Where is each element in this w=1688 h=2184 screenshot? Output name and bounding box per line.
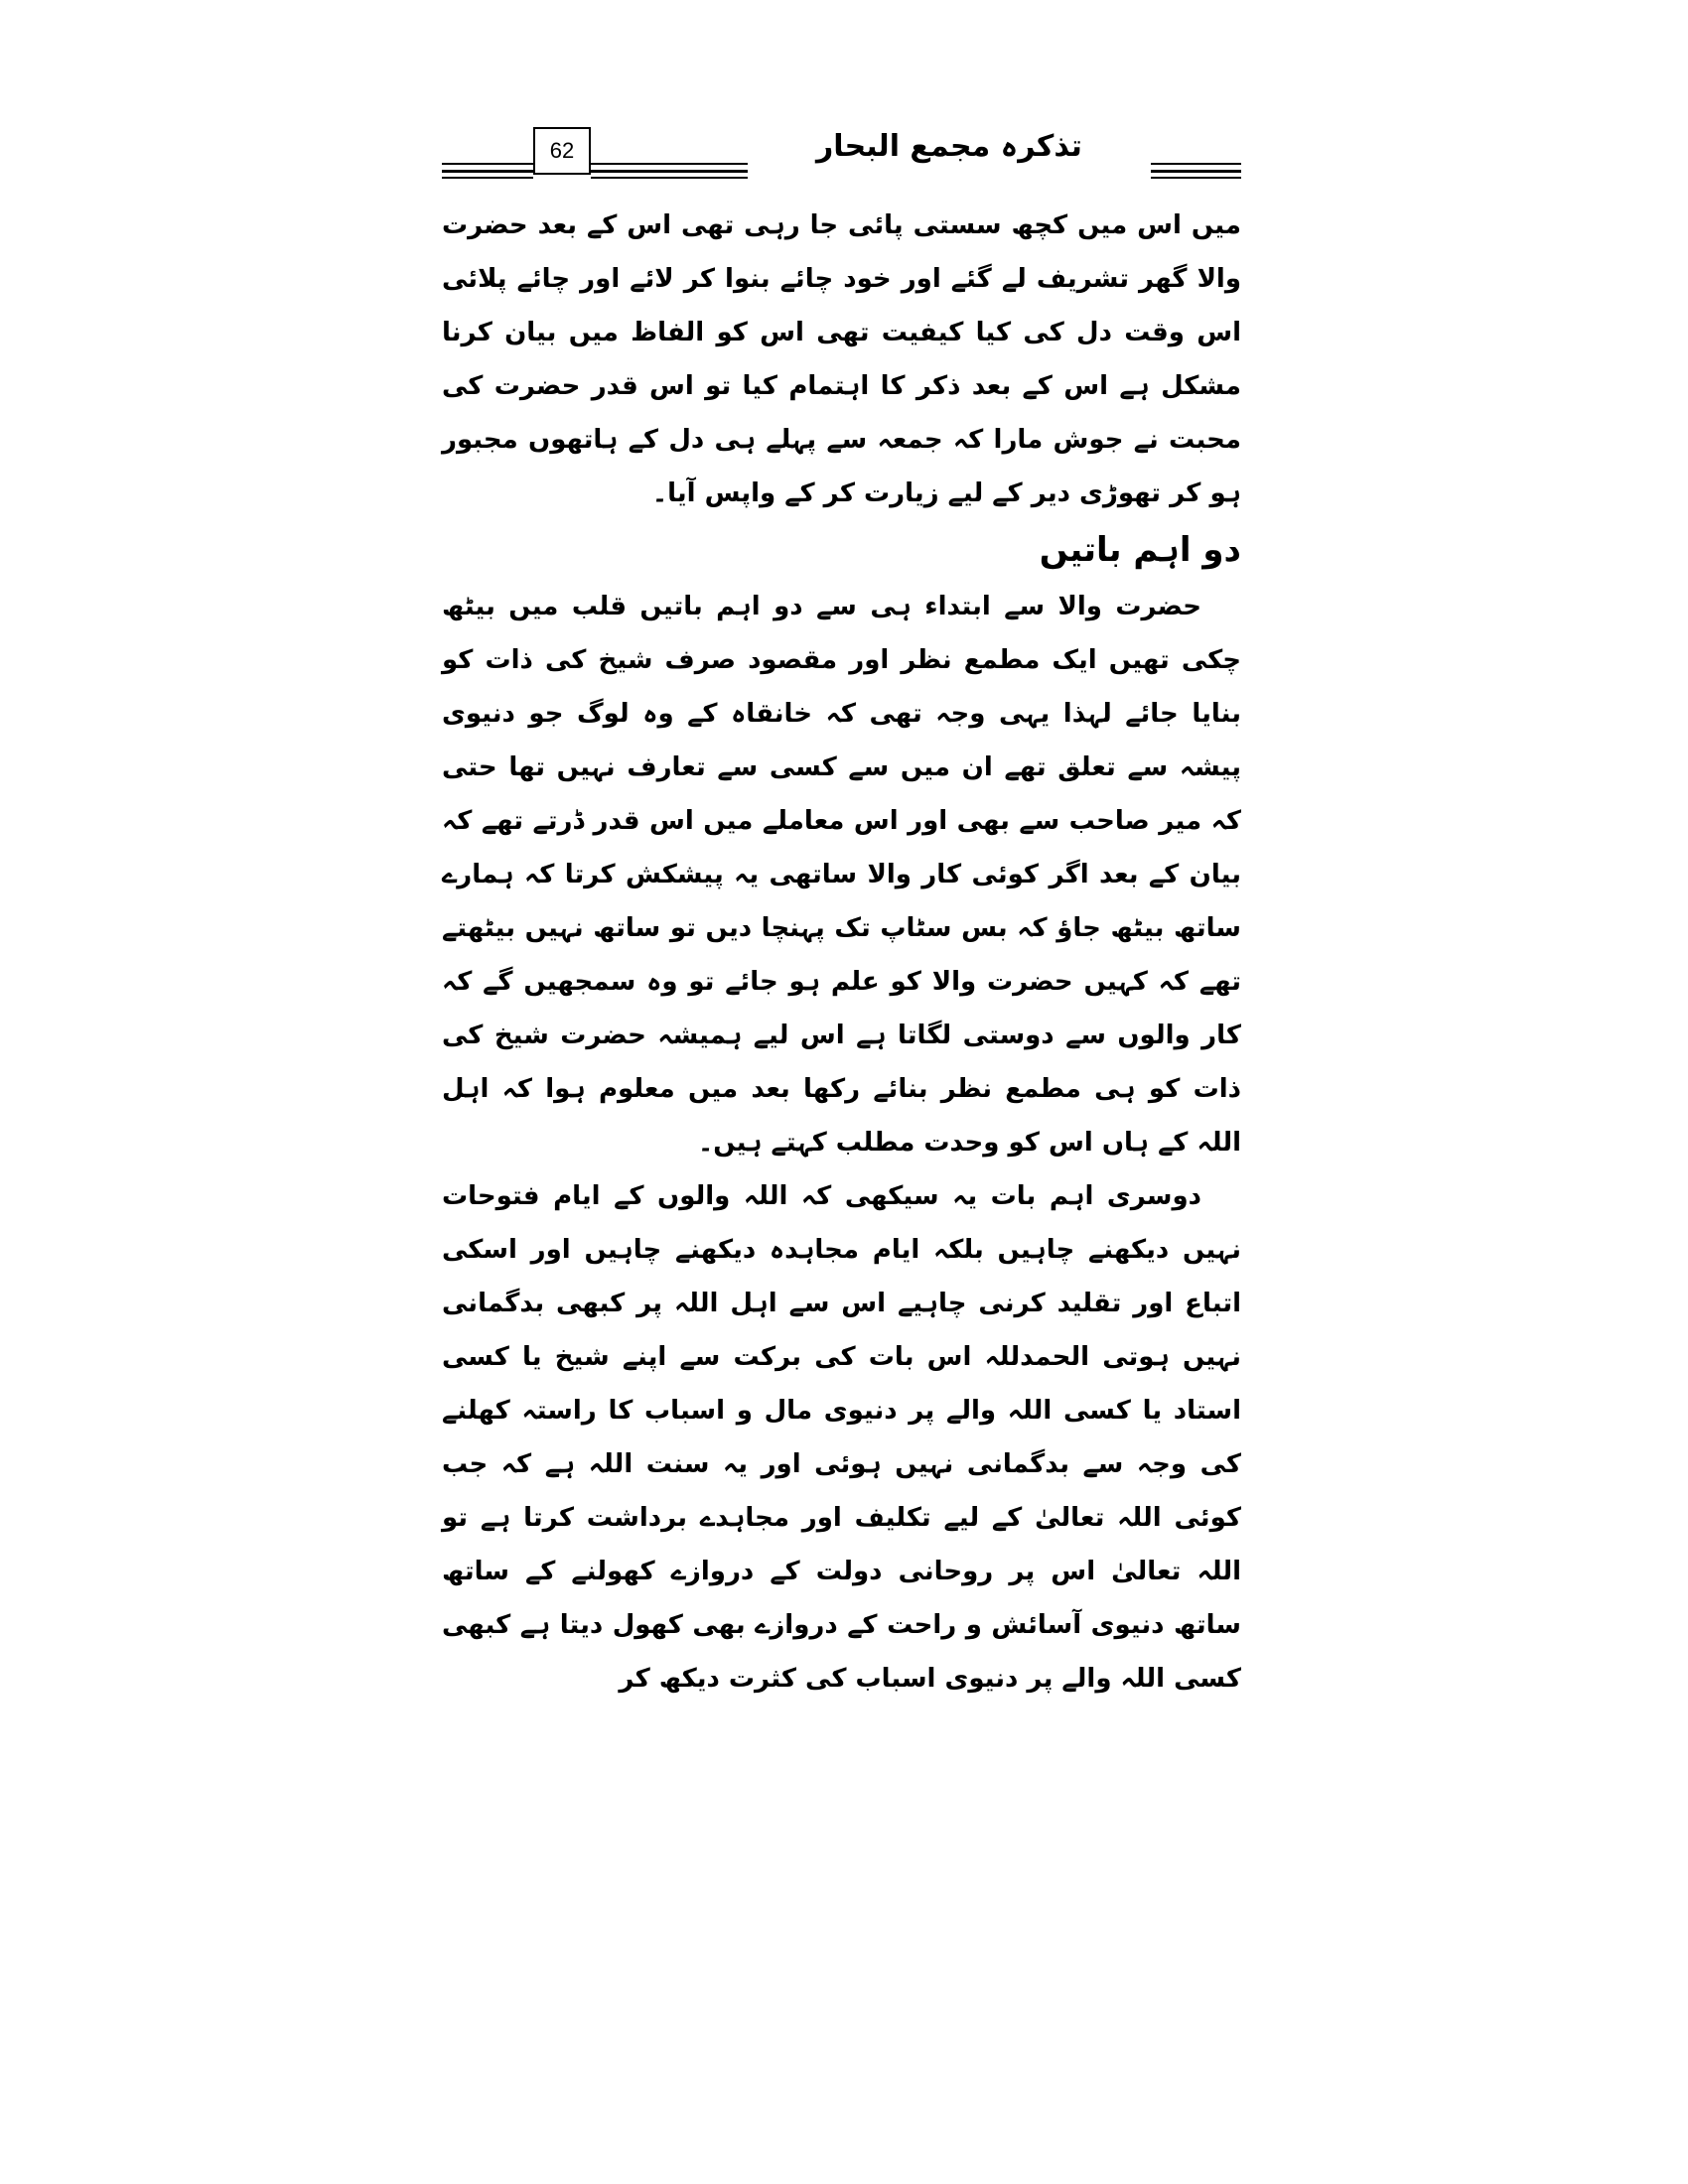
book-title: تذکرہ مجمع البحار bbox=[816, 129, 1082, 164]
page-body bbox=[442, 199, 1241, 1706]
paragraph-2: حضرت والا سے ابتداء ہی سے دو اہم باتیں قلب میں بیٹھ چکی تھیں ایک مطمع نظر اور مقصود صرف شیخ کی ذات کو بنایا جائے لہذا یہی وجہ تھی کہ خانقاہ کے وہ لوگ جو دنیوی پیشہ سے تعلق تھے ان میں سے کسی سے تعارف نہیں تھا حتی کہ میر صاحب سے بھی اور اس معاملے میں اس قدر ڈرتے تھے کہ بیان کے بعد اگر کوئی کار والا ساتھی یہ پیشکش کرتا کہ ہمارے ساتھ بیٹھ جاؤ کہ بس سٹاپ تک پہنچا دیں تو ساتھ نہیں بیٹھتے تھے کہ کہیں حضرت والا کو علم ہو جائے تو وہ سمجھیں گے کہ کار والوں سے دوستی لگاتا ہے اس لیے ہمیشہ حضرت شیخ کی ذات کو ہی مطمع نظر بنائے رکھا بعد میں معلوم ہوا کہ اہل اللہ کے ہاں اس کو وحدت مطلب کہتے ہیں۔ bbox=[442, 592, 1241, 1158]
paragraph-3: دوسری اہم بات یہ سیکھی کہ اللہ والوں کے ایام فتوحات نہیں دیکھنے چاہیں بلکہ ایام مجاہدہ دیکھنے چاہیں اور اسکی اتباع اور تقلید کرنی چاہیے اس سے اہل اللہ پر کبھی بدگمانی نہیں ہوتی الحمدللہ اس بات کی برکت سے اپنے شیخ یا کسی استاد یا کسی اللہ والے پر دنیوی مال و اسباب کا راستہ کھلنے کی وجہ سے بدگمانی نہیں ہوئی اور یہ سنت اللہ ہے کہ جب کوئی اللہ تعالیٰ کے لیے تکلیف اور مجاہدے برداشت کرتا ہے تو اللہ تعالیٰ اس پر روحانی دولت کے دروازے کھولنے کے ساتھ ساتھ دنیوی آسائش و راحت کے دروازے بھی کھول دیتا ہے کبھی کسی اللہ والے پر دنیوی اسباب کی کثرت دیکھ کر bbox=[442, 1181, 1241, 1694]
page-number: 62 bbox=[533, 127, 591, 175]
paragraph-1: میں اس میں کچھ سستی پائی جا رہی تھی اس کے بعد حضرت والا گھر تشریف لے گئے اور خود چائے بنوا کر لائے اور چائے پلائی اس وقت دل کی کیا کیفیت تھی اس کو الفاظ میں بیان کرنا مشکل ہے اس کے بعد ذکر کا اہتمام کیا تو اس قدر حضرت کی محبت نے جوش مارا کہ جمعہ سے پہلے ہی دل کے ہاتھوں مجبور ہو کر تھوڑی دیر کے لیے زیارت کر کے واپس آیا۔ bbox=[442, 210, 1241, 508]
page-header bbox=[442, 127, 1241, 187]
section-heading: دو اہم باتیں bbox=[1039, 530, 1241, 570]
